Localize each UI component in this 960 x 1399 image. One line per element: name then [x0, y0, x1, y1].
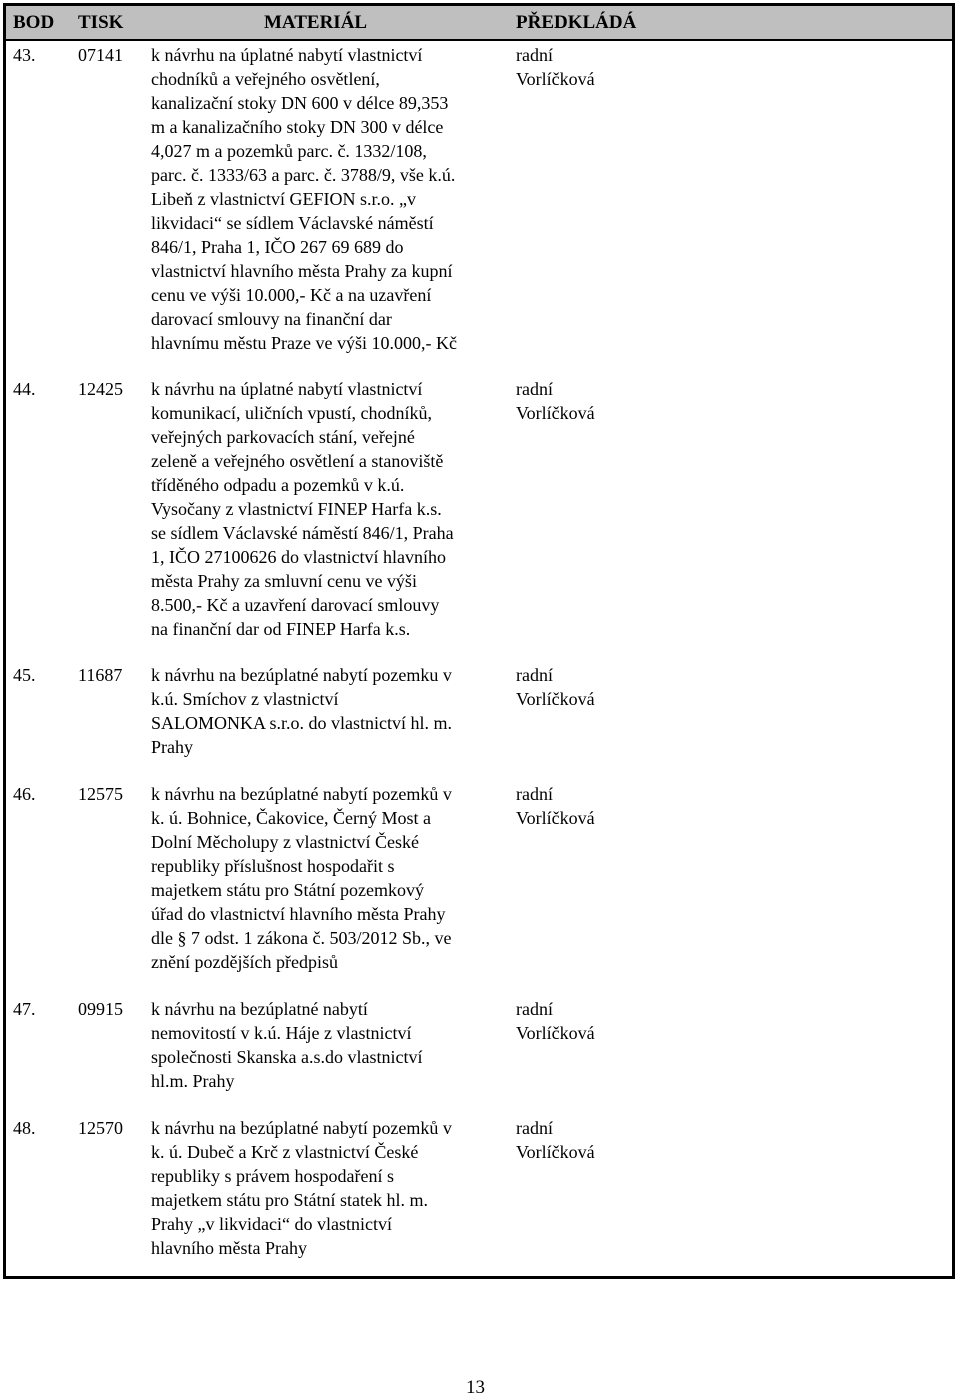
row-tisk: 11687: [78, 665, 123, 685]
row-bod: 44.: [13, 379, 36, 399]
row-predklada: radní Vorlíčková: [516, 379, 595, 423]
header-predklada: PŘEDKLÁDÁ: [516, 12, 637, 33]
row-predklada: radní Vorlíčková: [516, 45, 595, 89]
row-tisk: 12425: [78, 379, 123, 399]
row-tisk: 07141: [78, 45, 123, 65]
header-tisk: TISK: [78, 12, 124, 33]
row-tisk: 12575: [78, 784, 123, 804]
row-material: k návrhu na bezúplatné nabytí pozemků v k. ú. Bohnice, Čakovice, Černý Most a Dolní Měcholupy z vlastnictví České republiky příslušnost hospodařit s majetkem státu pro Státní pozemkový úřad do vlastnictví hlavního města Prahy dle § 7 odst. 1 zákona č. 503/2012 Sb., ve znění pozdějších předpisů: [151, 784, 452, 972]
row-bod: 48.: [13, 1118, 36, 1138]
header-material: MATERIÁL: [264, 12, 368, 33]
row-predklada: radní Vorlíčková: [516, 784, 595, 828]
table-header: [6, 6, 952, 41]
row-predklada: radní Vorlíčková: [516, 999, 595, 1043]
row-material: k návrhu na úplatné nabytí vlastnictví chodníků a veřejného osvětlení, kanalizační stoky DN 600 v délce 89,353 m a kanalizačního stoky DN 300 v délce 4,027 m a pozemků parc. č. 1332/108, parc. č. 1333/63 a parc. č. 3788/9, vše k.ú. Libeň z vlastnictví GEFION s.r.o. „v likvidaci“ se sídlem Václavské náměstí 846/1, Praha 1, IČO 267 69 689 do vlastnictví hlavního města Prahy za kupní cenu ve výši 10.000,- Kč a na uzavření darovací smlouvy na finanční dar hlavnímu městu Praze ve výši 10.000,- Kč: [151, 45, 457, 353]
row-material: k návrhu na bezúplatné nabytí pozemků v k. ú. Dubeč a Krč z vlastnictví České republiky s právem hospodaření s majetkem státu pro Státní statek hl. m. Prahy „v likvidaci“ do vlastnictví hlavního města Prahy: [151, 1118, 452, 1258]
row-bod: 47.: [13, 999, 36, 1019]
row-tisk: 09915: [78, 999, 123, 1019]
row-bod: 46.: [13, 784, 36, 804]
page-number: 13: [466, 1377, 485, 1398]
row-material: k návrhu na bezúplatné nabytí pozemku v k.ú. Smíchov z vlastnictví SALOMONKA s.r.o. do vlastnictví hl. m. Prahy: [151, 665, 453, 757]
row-tisk: 12570: [78, 1118, 123, 1138]
header-bod: BOD: [13, 12, 55, 33]
row-bod: 43.: [13, 45, 36, 65]
row-bod: 45.: [13, 665, 36, 685]
agenda-table: [3, 3, 955, 1279]
row-predklada: radní Vorlíčková: [516, 665, 595, 709]
row-material: k návrhu na bezúplatné nabytí nemovitostí v k.ú. Háje z vlastnictví společnosti Skanska a.s.do vlastnictví hl.m. Prahy: [151, 999, 423, 1091]
row-material: k návrhu na úplatné nabytí vlastnictví komunikací, uličních vpustí, chodníků, veřejných parkovacích stání, veřejné zeleně a veřejného osvětlení a stanoviště tříděného odpadu a pozemků v k.ú. Vysočany z vlastnictví FINEP Harfa k.s. se sídlem Václavské náměstí 846/1, Praha 1, IČO 27100626 do vlastnictví hlavního města Prahy za smluvní cenu ve výši 8.500,- Kč a uzavření darovací smlouvy na finanční dar od FINEP Harfa k.s.: [151, 379, 454, 639]
row-predklada: radní Vorlíčková: [516, 1118, 595, 1162]
